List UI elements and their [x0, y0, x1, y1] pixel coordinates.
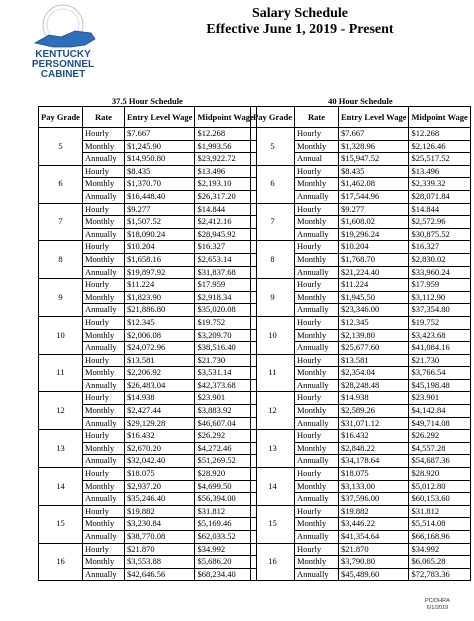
midpoint-wage-cell: $13.496 — [195, 165, 256, 178]
rate-cell: Hourly — [295, 468, 339, 481]
table-row — [39, 505, 257, 518]
midpoint-wage-cell: $34.992 — [195, 543, 256, 556]
rate-cell: Hourly — [295, 203, 339, 216]
midpoint-wage-cell: $42,373.68 — [195, 379, 256, 392]
pay-grade-cell: 7 — [251, 203, 295, 241]
pay-grade-cell: 9 — [251, 279, 295, 317]
rate-cell: Hourly — [82, 128, 124, 141]
header-pay-grade: Pay Grade — [39, 107, 83, 128]
rate-cell: Monthly — [295, 178, 339, 191]
midpoint-wage-cell: $31.812 — [195, 505, 256, 518]
midpoint-wage-cell: $31.812 — [409, 505, 470, 518]
midpoint-wage-cell: $23.901 — [409, 392, 470, 405]
rate-cell: Annually — [295, 455, 339, 468]
entry-wage-cell: $1,462.08 — [339, 178, 409, 191]
entry-wage-cell: $17,544.96 — [339, 190, 409, 203]
rate-cell: Annually — [82, 417, 124, 430]
midpoint-wage-cell: $3,112.90 — [409, 291, 470, 304]
rate-cell: Hourly — [295, 543, 339, 556]
entry-wage-cell: $1,945.50 — [339, 291, 409, 304]
table-row — [39, 203, 257, 216]
rate-cell: Monthly — [82, 291, 124, 304]
midpoint-wage-cell: $45,198.48 — [409, 379, 470, 392]
table-row — [39, 430, 257, 443]
rate-cell: Monthly — [295, 140, 339, 153]
rate-cell: Annually — [82, 228, 124, 241]
rate-cell: Monthly — [82, 367, 124, 380]
entry-wage-cell: $29,129.28 — [124, 417, 194, 430]
pay-grade-cell: 8 — [251, 241, 295, 279]
midpoint-wage-cell: $5,169.46 — [195, 518, 256, 531]
midpoint-wage-cell: $21.730 — [409, 354, 470, 367]
entry-wage-cell: $3,553.88 — [124, 556, 194, 569]
schedule-37-5-hour — [38, 96, 257, 581]
entry-wage-cell: $11.224 — [339, 279, 409, 292]
rate-cell: Hourly — [82, 468, 124, 481]
entry-wage-cell: $34,178.64 — [339, 455, 409, 468]
rate-cell: Monthly — [295, 253, 339, 266]
rate-cell: Hourly — [295, 354, 339, 367]
entry-wage-cell: $2,006.08 — [124, 329, 194, 342]
rate-cell: Annually — [82, 493, 124, 506]
rate-cell: Hourly — [295, 241, 339, 254]
entry-wage-cell: $37,596.00 — [339, 493, 409, 506]
entry-wage-cell: $45,489.60 — [339, 568, 409, 581]
entry-wage-cell: $21,224.40 — [339, 266, 409, 279]
rate-cell: Annual — [295, 153, 339, 166]
rate-cell: Hourly — [295, 392, 339, 405]
rate-cell: Monthly — [82, 216, 124, 229]
midpoint-wage-cell: $34.992 — [409, 543, 470, 556]
rate-cell: Monthly — [82, 253, 124, 266]
rate-cell: Monthly — [295, 291, 339, 304]
entry-wage-cell: $21.870 — [124, 543, 194, 556]
pay-grade-cell: 11 — [39, 354, 83, 392]
entry-wage-cell: $23,346.00 — [339, 304, 409, 317]
entry-wage-cell: $38,770.08 — [124, 531, 194, 544]
table-row — [251, 203, 471, 216]
midpoint-wage-cell: $2,830.02 — [409, 253, 470, 266]
table-row — [251, 505, 471, 518]
midpoint-wage-cell: $21.730 — [195, 354, 256, 367]
header-entry-level-wage: Entry Level Wage — [124, 107, 194, 128]
midpoint-wage-cell: $19.752 — [409, 316, 470, 329]
midpoint-wage-cell: $31,837.68 — [195, 266, 256, 279]
midpoint-wage-cell: $49,714.08 — [409, 417, 470, 430]
midpoint-wage-cell: $30,875.52 — [409, 228, 470, 241]
midpoint-wage-cell: $38,516.40 — [195, 342, 256, 355]
pay-grade-cell: 13 — [251, 430, 295, 468]
pay-grade-cell: 14 — [251, 468, 295, 506]
rate-cell: Monthly — [295, 367, 339, 380]
rate-cell: Annually — [295, 568, 339, 581]
rate-cell: Monthly — [295, 480, 339, 493]
midpoint-wage-cell: $5,514.08 — [409, 518, 470, 531]
midpoint-wage-cell: $16.327 — [195, 241, 256, 254]
midpoint-wage-cell: $33,960.24 — [409, 266, 470, 279]
table-row — [251, 128, 471, 141]
rate-cell: Annually — [295, 417, 339, 430]
entry-wage-cell: $7.667 — [339, 128, 409, 141]
entry-wage-cell: $2,589.26 — [339, 405, 409, 418]
entry-wage-cell: $1,823.90 — [124, 291, 194, 304]
rate-cell: Annually — [295, 190, 339, 203]
midpoint-wage-cell: $37,354.80 — [409, 304, 470, 317]
pay-grade-cell: 11 — [251, 354, 295, 392]
pay-grade-cell: 10 — [251, 316, 295, 354]
entry-wage-cell: $15,947.52 — [339, 153, 409, 166]
rate-cell: Hourly — [82, 430, 124, 443]
table-row — [39, 279, 257, 292]
pay-grade-cell: 12 — [251, 392, 295, 430]
rate-cell: Hourly — [82, 241, 124, 254]
entry-wage-cell: $12.345 — [339, 316, 409, 329]
entry-wage-cell: $42,646.56 — [124, 568, 194, 581]
rate-cell: Annually — [82, 455, 124, 468]
table-row — [39, 354, 257, 367]
rate-cell: Annually — [295, 228, 339, 241]
rate-cell: Annually — [82, 342, 124, 355]
header-rate: Rate — [295, 107, 339, 128]
entry-wage-cell: $13.581 — [124, 354, 194, 367]
entry-wage-cell: $10.204 — [124, 241, 194, 254]
entry-wage-cell: $3,446.22 — [339, 518, 409, 531]
entry-wage-cell: $21,886.80 — [124, 304, 194, 317]
entry-wage-cell: $2,206.92 — [124, 367, 194, 380]
entry-wage-cell: $21.870 — [339, 543, 409, 556]
entry-wage-cell: $1,608.02 — [339, 216, 409, 229]
entry-wage-cell: $19.882 — [339, 505, 409, 518]
midpoint-wage-cell: $2,412.16 — [195, 216, 256, 229]
table-row — [251, 543, 471, 556]
entry-wage-cell: $3,230.84 — [124, 518, 194, 531]
pay-grade-cell: 12 — [39, 392, 83, 430]
midpoint-wage-cell: $41,084.16 — [409, 342, 470, 355]
entry-wage-cell: $1,768.70 — [339, 253, 409, 266]
entry-wage-cell: $24,072.96 — [124, 342, 194, 355]
midpoint-wage-cell: $5,686.20 — [195, 556, 256, 569]
table-header-row — [251, 107, 471, 128]
midpoint-wage-cell: $4,272.46 — [195, 442, 256, 455]
rate-cell: Annually — [82, 153, 124, 166]
entry-wage-cell: $14,950.80 — [124, 153, 194, 166]
pay-grade-cell: 8 — [39, 241, 83, 279]
entry-wage-cell: $16,448.40 — [124, 190, 194, 203]
midpoint-wage-cell: $54,687.36 — [409, 455, 470, 468]
entry-wage-cell: $19.882 — [124, 505, 194, 518]
pay-grade-cell: 14 — [39, 468, 83, 506]
midpoint-wage-cell: $14.844 — [195, 203, 256, 216]
midpoint-wage-cell: $28,071.84 — [409, 190, 470, 203]
table-row — [251, 354, 471, 367]
pay-grade-cell: 16 — [39, 543, 83, 581]
document-title — [150, 6, 450, 38]
header-midpoint-wage: Midpoint Wage — [409, 107, 470, 128]
title-line-1: Salary Schedule — [251, 6, 349, 21]
entry-wage-cell: $41,354.64 — [339, 531, 409, 544]
midpoint-wage-cell: $26.292 — [409, 430, 470, 443]
pay-grade-cell: 5 — [39, 128, 83, 166]
table-row — [251, 430, 471, 443]
entry-wage-cell: $8.435 — [124, 165, 194, 178]
entry-wage-cell: $7.667 — [124, 128, 194, 141]
entry-wage-cell: $3,133.00 — [339, 480, 409, 493]
entry-wage-cell: $2,354.04 — [339, 367, 409, 380]
midpoint-wage-cell: $26,317.20 — [195, 190, 256, 203]
entry-wage-cell: $26,483.04 — [124, 379, 194, 392]
rate-cell: Annually — [295, 493, 339, 506]
entry-wage-cell: $3,790.80 — [339, 556, 409, 569]
kentucky-personnel-cabinet-logo — [13, 3, 113, 81]
midpoint-wage-cell: $3,883.92 — [195, 405, 256, 418]
footer-line-2: 6/1/2019 — [426, 605, 449, 611]
midpoint-wage-cell: $28.920 — [409, 468, 470, 481]
rate-cell: Annually — [82, 379, 124, 392]
entry-wage-cell: $16.432 — [339, 430, 409, 443]
entry-wage-cell: $1,507.52 — [124, 216, 194, 229]
rate-cell: Annually — [82, 568, 124, 581]
entry-wage-cell: $10.204 — [339, 241, 409, 254]
rate-cell: Monthly — [82, 178, 124, 191]
entry-wage-cell: $9.277 — [124, 203, 194, 216]
midpoint-wage-cell: $23.901 — [195, 392, 256, 405]
salary-table — [250, 106, 471, 581]
midpoint-wage-cell: $2,918.34 — [195, 291, 256, 304]
table-row — [251, 316, 471, 329]
footer-note — [425, 598, 450, 612]
pay-grade-cell: 5 — [251, 128, 295, 166]
svg-text:CABINET: CABINET — [40, 69, 86, 80]
midpoint-wage-cell: $4,142.84 — [409, 405, 470, 418]
entry-wage-cell: $18.075 — [339, 468, 409, 481]
svg-text:KENTUCKY: KENTUCKY — [35, 49, 91, 60]
schedule-40-hour — [250, 96, 471, 581]
table-row — [251, 165, 471, 178]
pay-grade-cell: 10 — [39, 316, 83, 354]
rate-cell: Hourly — [295, 128, 339, 141]
midpoint-wage-cell: $2,126.46 — [409, 140, 470, 153]
rate-cell: Annually — [295, 379, 339, 392]
entry-wage-cell: $2,139.80 — [339, 329, 409, 342]
salary-table — [38, 106, 257, 581]
midpoint-wage-cell: $28,945.92 — [195, 228, 256, 241]
entry-wage-cell: $1,658.16 — [124, 253, 194, 266]
midpoint-wage-cell: $2,193.10 — [195, 178, 256, 191]
midpoint-wage-cell: $12.268 — [195, 128, 256, 141]
entry-wage-cell: $13.581 — [339, 354, 409, 367]
rate-cell: Monthly — [295, 518, 339, 531]
entry-wage-cell: $16.432 — [124, 430, 194, 443]
entry-wage-cell: $2,670.20 — [124, 442, 194, 455]
table-row — [251, 279, 471, 292]
table-row — [39, 128, 257, 141]
entry-wage-cell: $1,245.90 — [124, 140, 194, 153]
rate-cell: Annually — [295, 304, 339, 317]
table-row — [251, 241, 471, 254]
rate-cell: Annually — [295, 266, 339, 279]
entry-wage-cell: $8.435 — [339, 165, 409, 178]
midpoint-wage-cell: $2,572.96 — [409, 216, 470, 229]
entry-wage-cell: $9.277 — [339, 203, 409, 216]
midpoint-wage-cell: $51,269.52 — [195, 455, 256, 468]
rate-cell: Hourly — [82, 354, 124, 367]
entry-wage-cell: $31,071.12 — [339, 417, 409, 430]
rate-cell: Monthly — [82, 329, 124, 342]
midpoint-wage-cell: $3,766.54 — [409, 367, 470, 380]
midpoint-wage-cell: $16.327 — [409, 241, 470, 254]
midpoint-wage-cell: $2,653.14 — [195, 253, 256, 266]
midpoint-wage-cell: $62,033.52 — [195, 531, 256, 544]
midpoint-wage-cell: $19.752 — [195, 316, 256, 329]
rate-cell: Annually — [82, 266, 124, 279]
midpoint-wage-cell: $4,557.28 — [409, 442, 470, 455]
midpoint-wage-cell: $17.959 — [195, 279, 256, 292]
svg-text:PERSONNEL: PERSONNEL — [31, 59, 95, 70]
midpoint-wage-cell: $35,020.08 — [195, 304, 256, 317]
rate-cell: Hourly — [82, 165, 124, 178]
midpoint-wage-cell: $60,153.60 — [409, 493, 470, 506]
midpoint-wage-cell: $14.844 — [409, 203, 470, 216]
rate-cell: Monthly — [82, 405, 124, 418]
rate-cell: Monthly — [82, 140, 124, 153]
rate-cell: Monthly — [295, 405, 339, 418]
rate-cell: Monthly — [82, 480, 124, 493]
header-rate: Rate — [82, 107, 124, 128]
midpoint-wage-cell: $3,209.70 — [195, 329, 256, 342]
rate-cell: Annually — [82, 531, 124, 544]
schedule-title: 37.5 Hour Schedule — [111, 96, 183, 106]
entry-wage-cell: $2,427.44 — [124, 405, 194, 418]
midpoint-wage-cell: $6,065.28 — [409, 556, 470, 569]
midpoint-wage-cell: $13.496 — [409, 165, 470, 178]
table-row — [39, 241, 257, 254]
entry-wage-cell: $28,248.48 — [339, 379, 409, 392]
rate-cell: Hourly — [295, 316, 339, 329]
rate-cell: Hourly — [295, 505, 339, 518]
rate-cell: Hourly — [82, 543, 124, 556]
entry-wage-cell: $14.938 — [124, 392, 194, 405]
midpoint-wage-cell: $28.920 — [195, 468, 256, 481]
midpoint-wage-cell: $56,394.00 — [195, 493, 256, 506]
rate-cell: Hourly — [82, 203, 124, 216]
midpoint-wage-cell: $72,783.36 — [409, 568, 470, 581]
entry-wage-cell: $1,370.70 — [124, 178, 194, 191]
midpoint-wage-cell: $23,922.72 — [195, 153, 256, 166]
rate-cell: Monthly — [82, 556, 124, 569]
rate-cell: Monthly — [82, 518, 124, 531]
rate-cell: Hourly — [295, 430, 339, 443]
pay-grade-cell: 9 — [39, 279, 83, 317]
pay-grade-cell: 16 — [251, 543, 295, 581]
table-row — [251, 468, 471, 481]
entry-wage-cell: $1,328.96 — [339, 140, 409, 153]
entry-wage-cell: $12.345 — [124, 316, 194, 329]
entry-wage-cell: $25,677.60 — [339, 342, 409, 355]
pay-grade-cell: 15 — [39, 505, 83, 543]
midpoint-wage-cell: $26.292 — [195, 430, 256, 443]
entry-wage-cell: $14.938 — [339, 392, 409, 405]
table-row — [39, 468, 257, 481]
entry-wage-cell: $11.224 — [124, 279, 194, 292]
table-row — [39, 316, 257, 329]
table-row — [39, 392, 257, 405]
table-row — [39, 543, 257, 556]
rate-cell: Hourly — [82, 392, 124, 405]
rate-cell: Annually — [295, 531, 339, 544]
midpoint-wage-cell: $1,993.56 — [195, 140, 256, 153]
table-row — [251, 392, 471, 405]
rate-cell: Monthly — [82, 442, 124, 455]
midpoint-wage-cell: $68,234.40 — [195, 568, 256, 581]
pay-grade-cell: 13 — [39, 430, 83, 468]
rate-cell: Monthly — [295, 556, 339, 569]
entry-wage-cell: $18,090.24 — [124, 228, 194, 241]
schedule-title: 40 Hour Schedule — [328, 96, 393, 106]
midpoint-wage-cell: $2,339.32 — [409, 178, 470, 191]
pay-grade-cell: 6 — [251, 165, 295, 203]
midpoint-wage-cell: $5,012.80 — [409, 480, 470, 493]
footer-line-1: PC/DHRA — [425, 598, 450, 604]
midpoint-wage-cell: $17.959 — [409, 279, 470, 292]
rate-cell: Monthly — [295, 216, 339, 229]
entry-wage-cell: $2,848.22 — [339, 442, 409, 455]
header-entry-level-wage: Entry Level Wage — [339, 107, 409, 128]
rate-cell: Monthly — [295, 442, 339, 455]
title-line-2: Effective June 1, 2019 - Present — [206, 22, 394, 37]
header-midpoint-wage: Midpoint Wage — [195, 107, 256, 128]
rate-cell: Hourly — [82, 505, 124, 518]
midpoint-wage-cell: $66,168.96 — [409, 531, 470, 544]
table-row — [39, 165, 257, 178]
entry-wage-cell: $19,897.92 — [124, 266, 194, 279]
rate-cell: Hourly — [295, 279, 339, 292]
midpoint-wage-cell: $3,423.68 — [409, 329, 470, 342]
entry-wage-cell: $2,937.20 — [124, 480, 194, 493]
midpoint-wage-cell: $46,607.04 — [195, 417, 256, 430]
midpoint-wage-cell: $12.268 — [409, 128, 470, 141]
rate-cell: Annually — [82, 190, 124, 203]
entry-wage-cell: $32,042.40 — [124, 455, 194, 468]
table-header-row — [39, 107, 257, 128]
rate-cell: Annually — [295, 342, 339, 355]
rate-cell: Hourly — [82, 316, 124, 329]
pay-grade-cell: 15 — [251, 505, 295, 543]
entry-wage-cell: $35,246.40 — [124, 493, 194, 506]
pay-grade-cell: 6 — [39, 165, 83, 203]
rate-cell: Monthly — [295, 329, 339, 342]
rate-cell: Hourly — [295, 165, 339, 178]
entry-wage-cell: $18.075 — [124, 468, 194, 481]
pay-grade-cell: 7 — [39, 203, 83, 241]
header-pay-grade: Pay Grade — [251, 107, 295, 128]
midpoint-wage-cell: $3,531.14 — [195, 367, 256, 380]
midpoint-wage-cell: $4,699.50 — [195, 480, 256, 493]
rate-cell: Annually — [82, 304, 124, 317]
entry-wage-cell: $19,296.24 — [339, 228, 409, 241]
midpoint-wage-cell: $25,517.52 — [409, 153, 470, 166]
rate-cell: Hourly — [82, 279, 124, 292]
